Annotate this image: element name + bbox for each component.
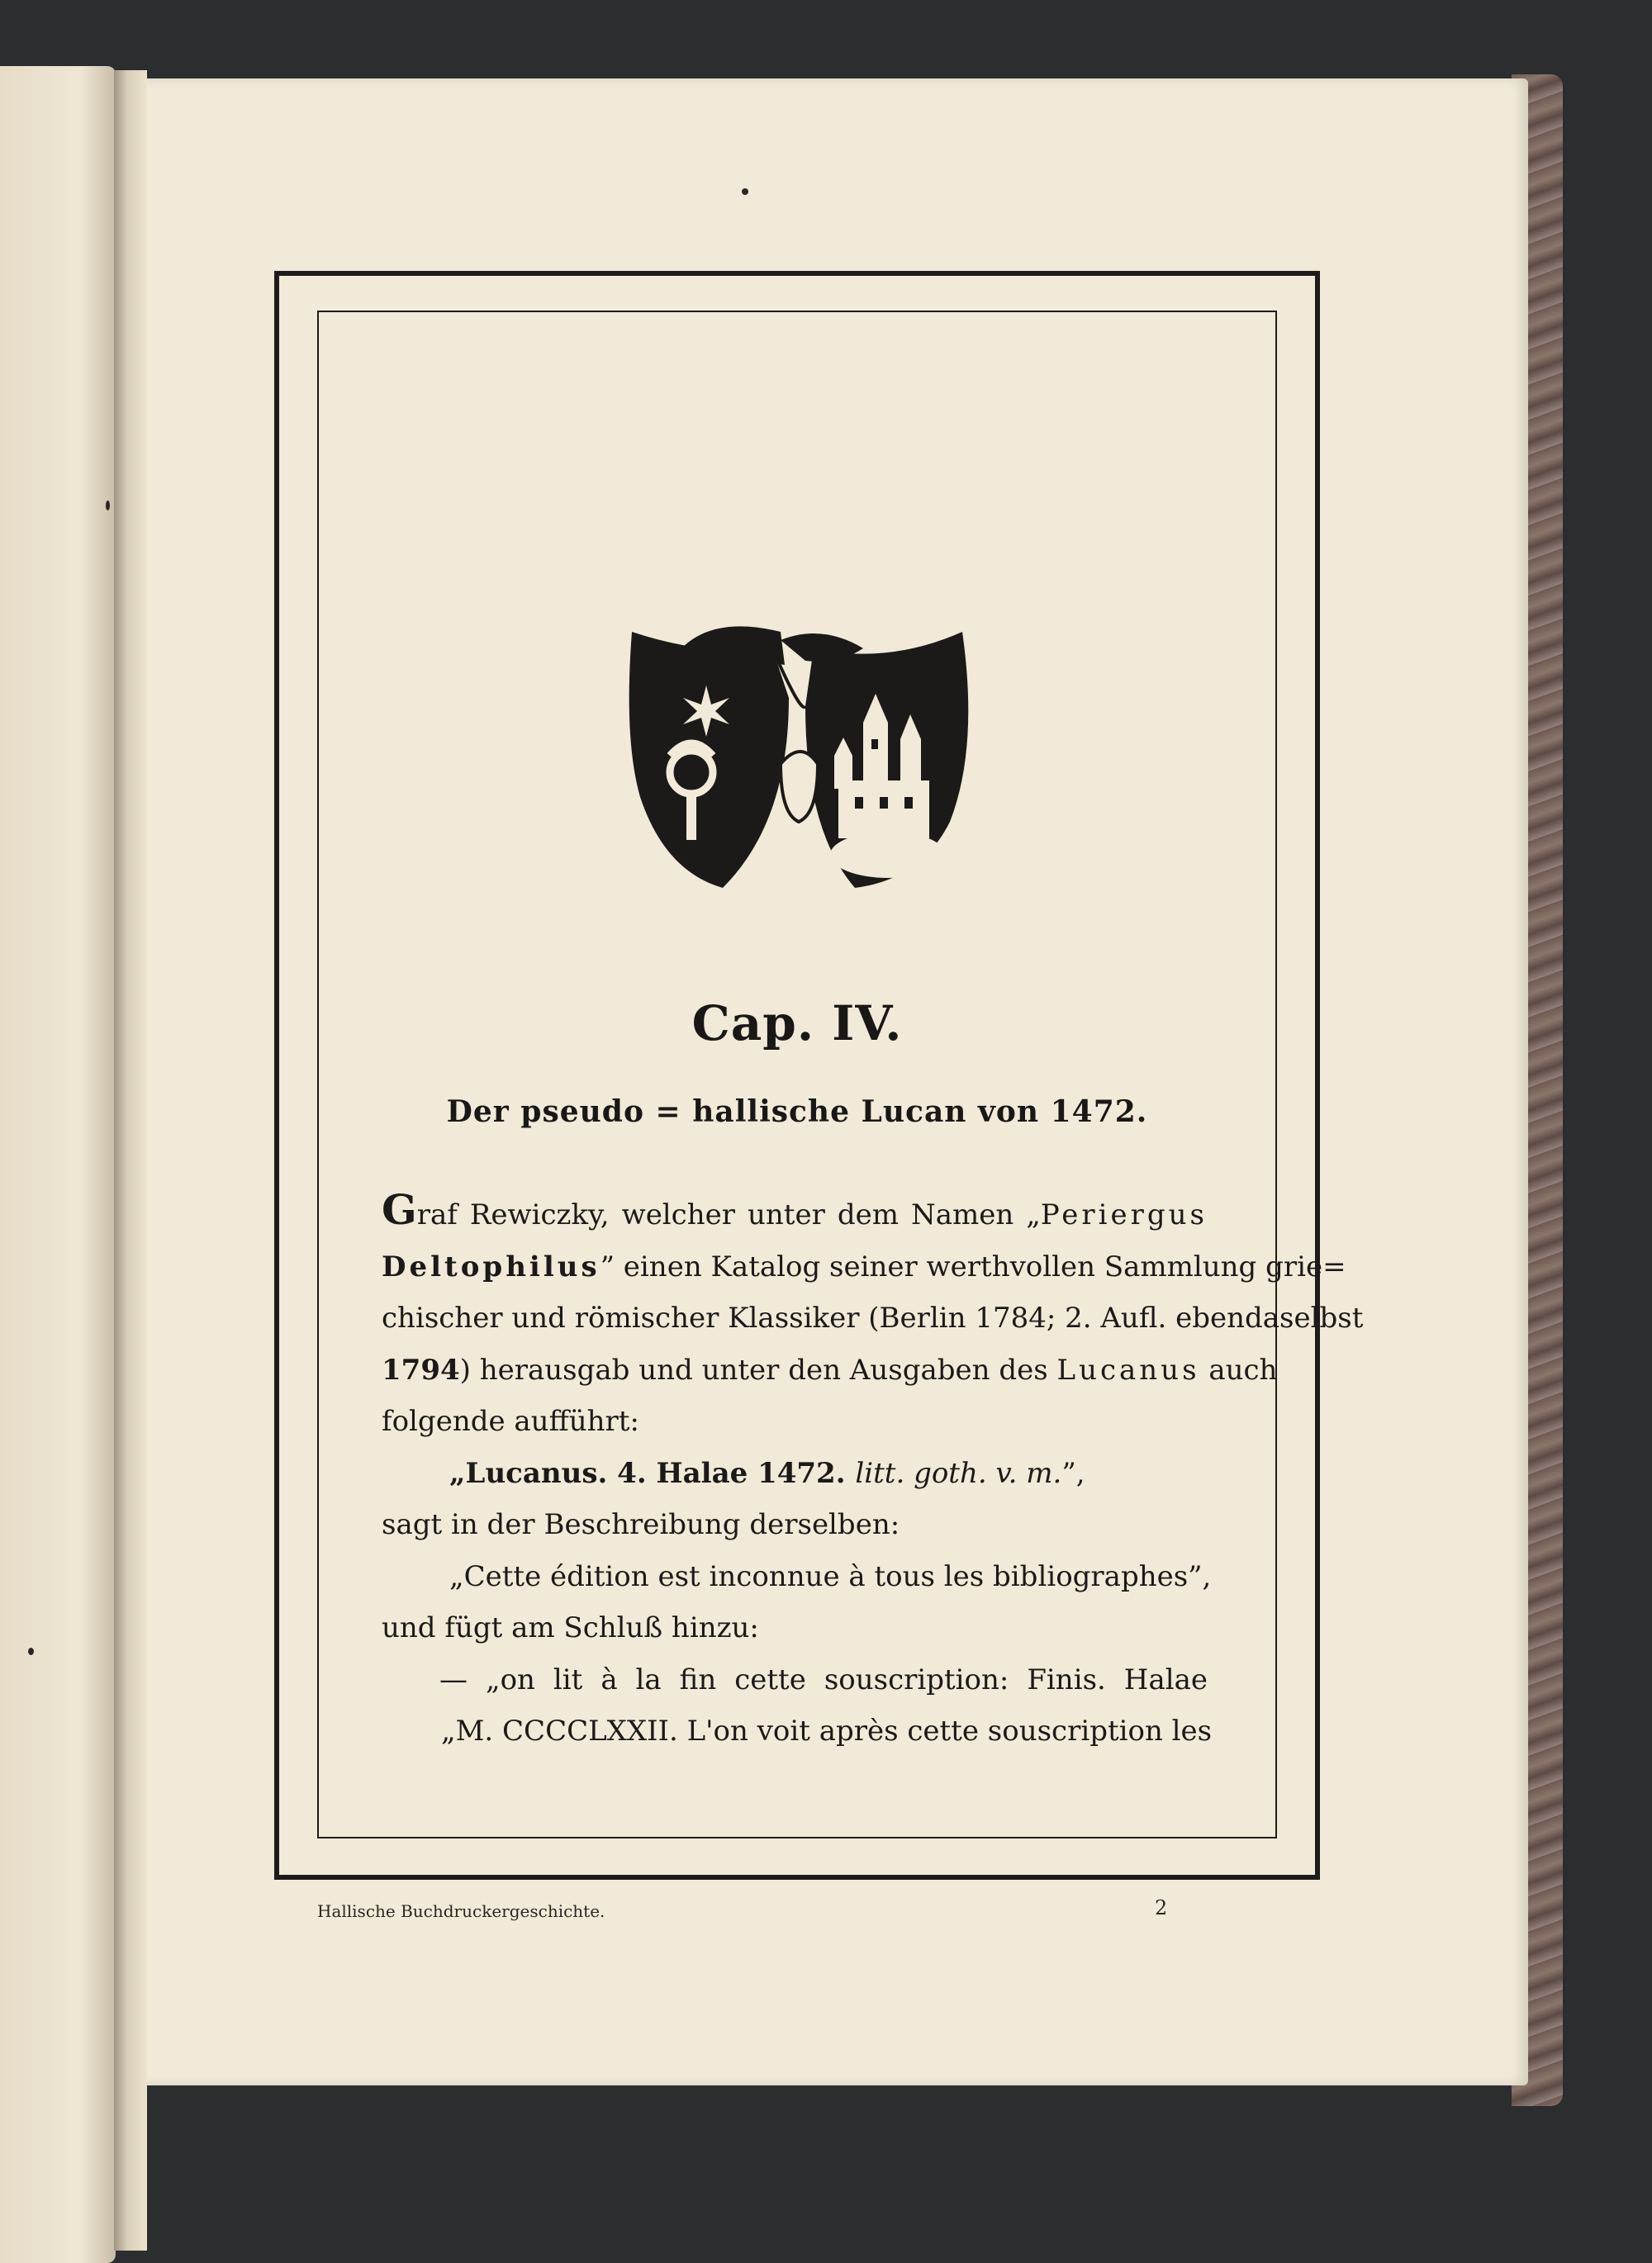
ink-speck: [742, 188, 748, 195]
signature-line: Hallische Buchdruckergeschichte.: [317, 1901, 605, 1921]
body-text: [382, 1185, 1364, 1758]
text-line: [382, 1448, 1208, 1500]
italic-fragment: litt. goth. v. m.: [855, 1456, 1062, 1490]
text-fragment: ”,: [1061, 1456, 1085, 1490]
spaced-name: Deltophilus: [382, 1250, 601, 1283]
text-line: chischer und römischer Klassiker (Berlin 1784; 2. Aufl. ebendaselbst: [382, 1302, 1364, 1335]
initial-letter: G: [382, 1185, 417, 1234]
text-line: und fügt am Schluß hinzu:: [382, 1611, 759, 1644]
text-fragment: ) herausgab und unter den Ausgaben des: [459, 1353, 1057, 1387]
text-line: „M. CCCCLXXII. L'on voit après cette souscription les: [441, 1715, 1213, 1748]
text-line: „Cette édition est inconnue à tous les bibliographes”,: [449, 1559, 1212, 1593]
ink-speck: [28, 1648, 34, 1655]
text-fragment: „Lucanus. 4. Halae 1472.: [449, 1456, 856, 1490]
year: 1794: [382, 1353, 460, 1387]
text-line: [382, 1185, 1208, 1241]
text-fragment: auch: [1199, 1353, 1278, 1387]
text-fragment: raf Rewiczky, welcher unter dem Namen „: [416, 1198, 1041, 1231]
book-gutter: [114, 70, 147, 2251]
coat-of-arms-emblem: [615, 615, 987, 904]
text-line: — „on lit à la fin cette souscription: Finis. Halae: [439, 1663, 1208, 1696]
spaced-name: Lucanus: [1056, 1353, 1200, 1387]
ink-speck: [106, 501, 110, 510]
text-line: [382, 1345, 1278, 1397]
text-line: folgende aufführt:: [382, 1405, 639, 1438]
sheet-number: 2: [1155, 1896, 1168, 1919]
text-line: [382, 1241, 1346, 1293]
text-fragment: ” einen Katalog seiner werthvollen Sammlung grie=: [600, 1250, 1346, 1283]
chapter-heading: Cap. IV.: [691, 995, 903, 1051]
text-line: sagt in der Beschreibung derselben:: [382, 1508, 900, 1541]
spaced-name: Periergus: [1040, 1198, 1208, 1231]
facing-page-edge: [0, 66, 116, 2263]
chapter-subtitle: Der pseudo = hallische Lucan von 1472.: [446, 1094, 1148, 1129]
